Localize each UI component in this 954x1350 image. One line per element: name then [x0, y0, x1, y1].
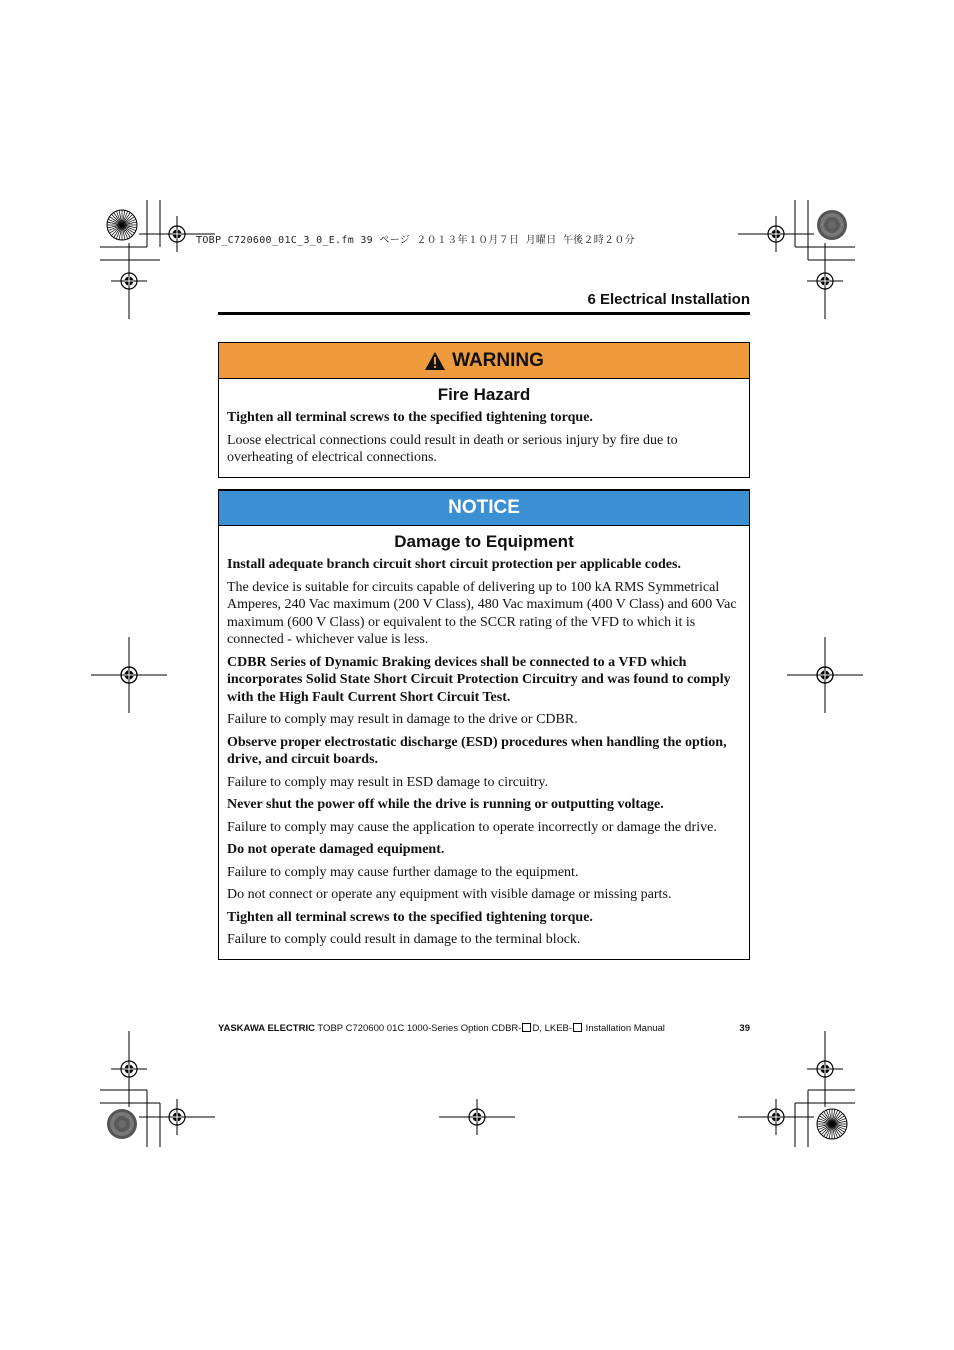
- instruction-text: Observe proper electrostatic discharge (ESD) procedures when handling the option, drive, and circuit boards.: [227, 734, 727, 767]
- body-text: Do not connect or operate any equipment with visible damage or missing parts.: [227, 887, 672, 902]
- warning-triangle-icon: [424, 351, 446, 371]
- footer-doc-part3: Installation Manual: [583, 1023, 665, 1034]
- body-text: Failure to comply could result in damage to the terminal block.: [227, 932, 581, 947]
- notice-label: NOTICE: [448, 497, 520, 518]
- body-text: The device is suitable for circuits capable of delivering up to 100 kA RMS Symmetrical Amperes, 240 Vac maximum (200 V Class), 480 Vac maximum (400 V Class) and 600 Vac maximum (600 V Class) or equivalent to the SCCR rating of the VFD to which it is connected - whichever value is less.: [227, 579, 737, 647]
- instruction-text: Do not operate damaged equipment.: [227, 842, 445, 857]
- section-rule: [218, 312, 750, 315]
- section-title: 6 Electrical Installation: [587, 291, 750, 308]
- body-text: Failure to comply may result in damage to the drive or CDBR.: [227, 712, 578, 727]
- instruction-text: Install adequate branch circuit short circuit protection per applicable codes.: [227, 557, 681, 572]
- instruction-text: Never shut the power off while the drive is running or outputting voltage.: [227, 797, 664, 812]
- body-text: Loose electrical connections could result in death or serious injury by fire due to overheating of electrical connections.: [227, 432, 678, 465]
- placeholder-box-icon: [573, 1023, 582, 1032]
- footer-doc-part1: TOBP C720600 01C 1000-Series Option CDBR-: [314, 1023, 522, 1034]
- warning-header: [219, 343, 749, 379]
- footer-brand: YASKAWA ELECTRIC: [218, 1023, 315, 1034]
- warning-label: WARNING: [452, 349, 544, 371]
- instruction-text: Tighten all terminal screws to the specified tightening torque.: [227, 909, 593, 925]
- warning-subtitle: Fire Hazard: [437, 385, 531, 404]
- warning-box: [218, 342, 750, 478]
- page-footer: [218, 1023, 750, 1034]
- body-text: Failure to comply may cause the application to operate incorrectly or damage the drive.: [227, 819, 717, 835]
- notice-body: [219, 556, 749, 959]
- body-text: Failure to comply may result in ESD damage to circuitry.: [227, 774, 549, 790]
- instruction-text: CDBR Series of Dynamic Braking devices shall be connected to a VFD which incorporates Solid State Short Circuit Protection Circuitry and was found to comply with the High Fault Current Short Circuit Test.: [227, 654, 731, 705]
- print-header: TOBP_C720600_01C_3_0_E.fm 39 ページ ２０１３年１０月７日 月曜日 午後２時２０分: [196, 235, 635, 246]
- notice-box: [218, 489, 750, 960]
- body-text: Failure to comply may cause further damage to the equipment.: [227, 864, 579, 880]
- warning-body: [219, 409, 749, 477]
- placeholder-box-icon: [522, 1023, 531, 1032]
- page-number: 39: [739, 1023, 750, 1034]
- notice-subtitle: Damage to Equipment: [394, 532, 574, 551]
- footer-doc-part2: D, LKEB-: [532, 1023, 573, 1034]
- notice-header: [219, 491, 749, 526]
- instruction-text: Tighten all terminal screws to the specified tightening torque.: [227, 410, 593, 425]
